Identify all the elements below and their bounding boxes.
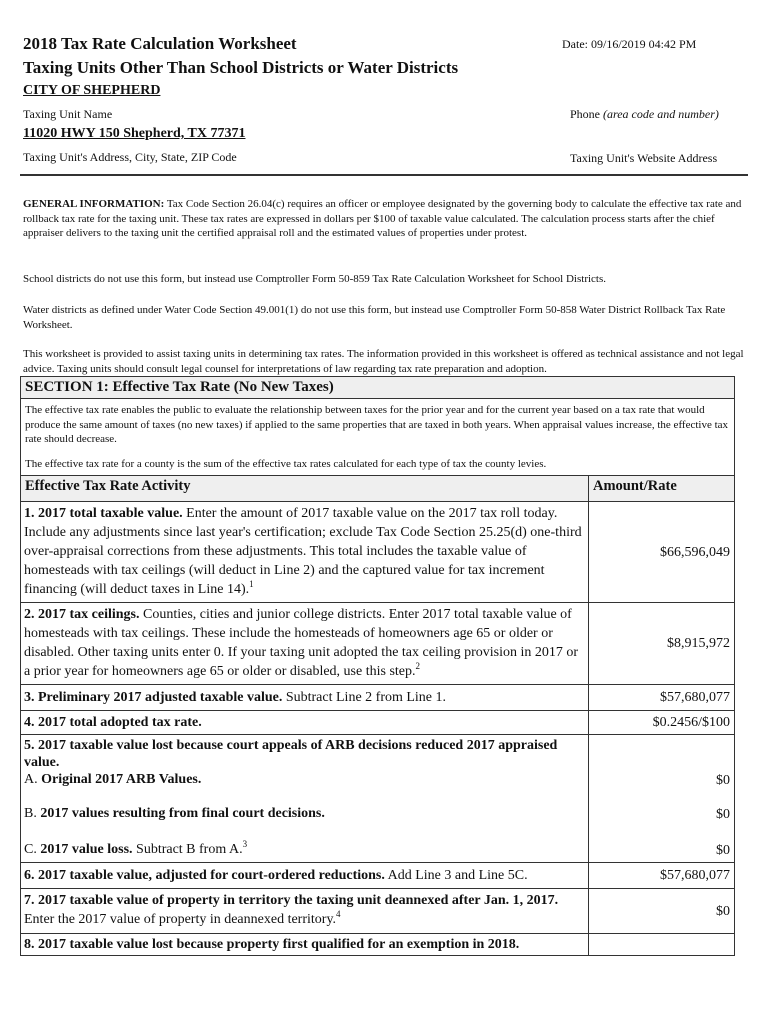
col-activity-header: Effective Tax Rate Activity bbox=[21, 476, 589, 502]
section-1-header bbox=[21, 377, 735, 399]
col-amount-header: Amount/Rate bbox=[589, 476, 735, 502]
line-3-label: 3. Preliminary 2017 adjusted taxable value. bbox=[24, 690, 283, 705]
section-1-desc-2: The effective tax rate for a county is the sum of the effective tax rates calculated for each type of tax the county levies. bbox=[25, 457, 547, 470]
line-2-label: 2. 2017 tax ceilings. bbox=[24, 607, 140, 622]
line-8-label: 8. 2017 taxable value lost because property first qualified for an exemption in 2018. bbox=[24, 937, 520, 952]
line-2-row bbox=[21, 603, 735, 685]
line-1-footnote: 1 bbox=[249, 579, 254, 589]
general-information-text: Tax Code Section 26.04(c) requires an officer or employee designated by the governing body to calculate the effective tax rate and rollback tax rate for the taxing unit. These tax rates are expressed in dollars per $100 of taxable value calculated. The calculation process starts after the chief appraiser delivers to the taxing unit the certified appraisal roll and the estimated values of properties under protest. bbox=[23, 198, 742, 239]
line-5c-amount: $0 bbox=[716, 843, 730, 858]
column-headers bbox=[21, 476, 735, 502]
line-3-text: Subtract Line 2 from Line 1. bbox=[282, 690, 447, 705]
line-6-amount: $57,680,077 bbox=[589, 863, 735, 889]
worksheet-disclaimer: This worksheet is provided to assist taxing units in determining tax rates. The information provided in this worksheet is offered as technical assistance and not legal advice. Taxing units should consult legal counsel for interpretations of law regarding tax rate preparation and adoption. bbox=[23, 348, 744, 375]
line-4-label: 4. 2017 total adopted tax rate. bbox=[24, 715, 202, 730]
page-subtitle: Taxing Units Other Than School Districts or Water Districts bbox=[23, 58, 459, 77]
line-1-label: 1. 2017 total taxable value. bbox=[24, 506, 183, 521]
line-5b-amount: $0 bbox=[716, 807, 730, 822]
report-date: Date: 09/16/2019 04:42 PM bbox=[562, 37, 697, 51]
line-2-text: Counties, cities and junior college districts. Enter 2017 total taxable value of homesteads with tax ceilings. These include the homesteads of homeowners age 65 or older or disabled. Other taxing units enter 0. If your taxing unit adopted the tax ceiling provision in 2017 or a prior year for homeowners age 65 or older or disabled, use this step. bbox=[24, 607, 579, 679]
line-7-text: Enter the 2017 value of property in deannexed territory. bbox=[24, 912, 337, 927]
phone-label-hint: (area code and number) bbox=[603, 107, 719, 121]
phone-label-text: Phone bbox=[570, 107, 603, 121]
line-5a-amount: $0 bbox=[716, 773, 730, 788]
line-1-text: Enter the amount of 2017 taxable value on the 2017 tax roll today. Include any adjustments since last year's certification; exclude Tax Code Section 25.25(d) one-third over-appraisal corrections from these adjustments. This total includes the taxable value of homesteads with tax ceilings (will deduct in Line 2) and the captured value for tax increment financing (will deduct taxes in Line 14). bbox=[24, 506, 582, 597]
line-3-row bbox=[21, 685, 735, 711]
page-title: 2018 Tax Rate Calculation Worksheet bbox=[23, 34, 297, 53]
line-4-row bbox=[21, 711, 735, 735]
website-label: Taxing Unit's Website Address bbox=[570, 151, 718, 165]
line-2-footnote: 2 bbox=[415, 661, 420, 671]
section-1-desc-1: The effective tax rate enables the public to evaluate the relationship between taxes for the prior year and for the current year based on a tax rate that would produce the same amount of taxes (no new taxes) if applied to the same properties that are taxed in both years. When appraisal values increase, the effective tax rate should decrease. bbox=[25, 404, 729, 445]
line-5-label: 5. 2017 taxable value lost because court appeals of ARB decisions reduced 2017 appraised value. bbox=[24, 738, 558, 770]
address-label: Taxing Unit's Address, City, State, ZIP Code bbox=[23, 150, 237, 164]
school-districts-note: School districts do not use this form, but instead use Comptroller Form 50-859 Tax Rate Calculation Worksheet for School Districts. bbox=[23, 273, 607, 285]
line-1-amount: $66,596,049 bbox=[589, 502, 735, 603]
line-5-row bbox=[21, 735, 735, 863]
taxing-unit-name-label: Taxing Unit Name bbox=[23, 107, 113, 121]
general-information-lead: GENERAL INFORMATION: bbox=[23, 198, 165, 210]
general-information bbox=[23, 197, 745, 241]
line-4-amount: $0.2456/$100 bbox=[589, 711, 735, 735]
line-5c-footnote: 3 bbox=[242, 839, 248, 849]
line-6-text: Add Line 3 and Line 5C. bbox=[384, 868, 528, 883]
line-8-amount bbox=[589, 934, 735, 956]
water-districts-note: Water districts as defined under Water Code Section 49.001(1) do not use this form, but instead use Comptroller Form 50-858 Water District Rollback Tax Rate Worksheet. bbox=[23, 304, 726, 331]
line-8-row bbox=[21, 934, 735, 956]
taxing-unit-address: 11020 HWY 150 Shepherd, TX 77371 bbox=[23, 126, 246, 141]
section-1-description bbox=[21, 399, 735, 476]
line-6-row bbox=[21, 863, 735, 889]
line-5c-text: Subtract B from A. bbox=[132, 842, 243, 857]
section-1-title: SECTION 1: Effective Tax Rate (No New Taxes) bbox=[21, 377, 735, 399]
line-2-amount: $8,915,972 bbox=[589, 603, 735, 685]
effective-tax-rate-table bbox=[20, 376, 735, 956]
line-3-amount: $57,680,077 bbox=[589, 685, 735, 711]
header-divider bbox=[20, 174, 748, 176]
taxing-unit-name: CITY OF SHEPHERD bbox=[23, 83, 161, 98]
phone-label bbox=[570, 107, 719, 122]
line-7-footnote: 4 bbox=[336, 909, 341, 919]
line-5c-prefix: C. bbox=[24, 842, 41, 857]
line-6-label: 6. 2017 taxable value, adjusted for court-ordered reductions. bbox=[24, 868, 385, 883]
line-5c-label: 2017 value loss. bbox=[40, 842, 133, 857]
line-7-row bbox=[21, 889, 735, 934]
line-7-label: 7. 2017 taxable value of property in territory the taxing unit deannexed after Jan. 1, 2017. bbox=[24, 893, 559, 908]
line-5b-prefix: B. bbox=[24, 806, 41, 821]
line-5a-label: Original 2017 ARB Values. bbox=[41, 772, 202, 787]
line-7-amount: $0 bbox=[589, 889, 735, 934]
line-5b-label: 2017 values resulting from final court decisions. bbox=[40, 806, 325, 821]
line-5a-prefix: A. bbox=[24, 772, 42, 787]
line-1-row bbox=[21, 502, 735, 603]
